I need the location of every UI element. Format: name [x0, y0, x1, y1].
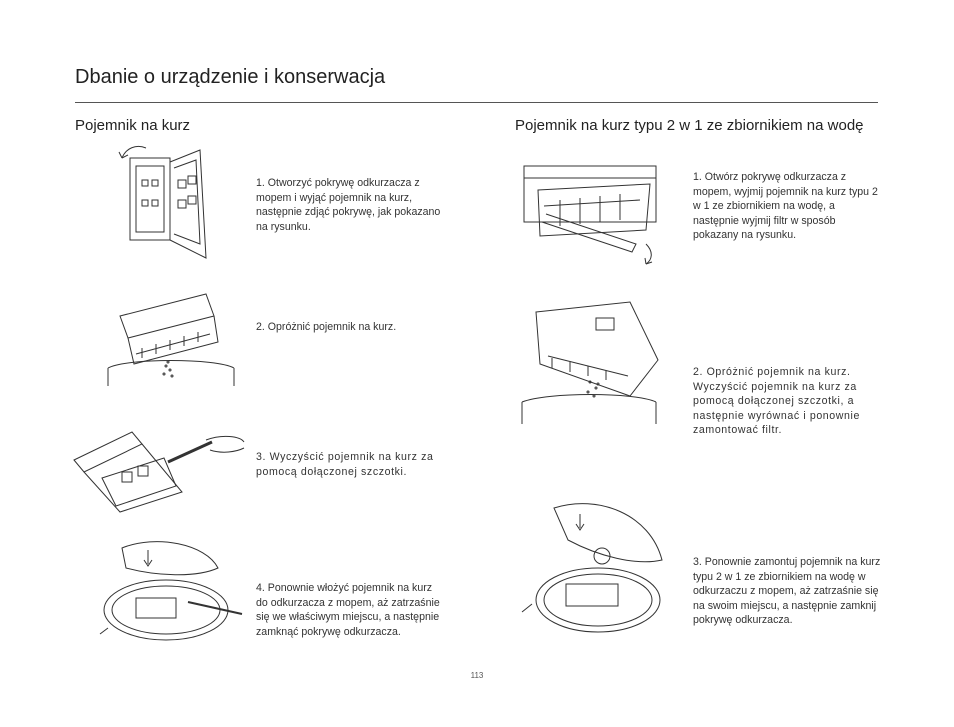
illustration-empty-2in1-bin — [518, 298, 663, 428]
left-step-4: 4. Ponownie włożyć pojemnik na kurz do odkurzacza z mopem, aż zatrzaśnie się we właściwym miejscu, a następnie zamknąć pokrywę odkurzacza. — [256, 582, 440, 638]
illustration-open-2in1-bin — [520, 160, 665, 270]
left-section-heading: Pojemnik na kurz — [75, 117, 191, 134]
illustration-brush-dust-bin — [72, 428, 247, 518]
left-step-2: 2. Opróżnić pojemnik na kurz. — [256, 321, 397, 333]
left-step-3: 3. Wyczyścić pojemnik na kurz za pomocą dołączonej szczotki. — [256, 451, 434, 478]
page-title: Dbanie o urządzenie i konserwacja — [75, 66, 386, 88]
illustration-open-dust-bin — [118, 140, 218, 265]
illustration-reinsert-2in1-bin — [518, 500, 668, 640]
right-step-3: 3. Ponownie zamontuj pojemnik na kurz typu 2 w 1 ze zbiornikiem na wodę w odkurzaczu z mopem, aż zatrzaśnie się na swoim miejscu, a następnie zamknij pokrywę odkurzacza. — [693, 556, 881, 626]
illustration-empty-dust-bin — [106, 288, 236, 388]
page-number: 113 — [470, 671, 484, 680]
right-section-heading: Pojemnik na kurz typu 2 w 1 ze zbiornikiem na wodę — [515, 117, 864, 134]
right-step-1: 1. Otwórz pokrywę odkurzacza z mopem, wyjmij pojemnik na kurz typu 2 w 1 ze zbiornikiem na wodę, a następnie wyjmij filtr w sposób pokazany na rysunku. — [693, 171, 878, 241]
title-divider — [75, 102, 878, 103]
right-step-2: 2. Opróżnić pojemnik na kurz. Wyczyścić pojemnik na kurz za pomocą dołączonej szczotki, a następnie wyrównać i ponownie zamontować filtr. — [693, 366, 860, 436]
illustration-reinsert-dust-bin — [96, 538, 246, 648]
left-step-1: 1. Otworzyć pokrywę odkurzacza z mopem i wyjąć pojemnik na kurz, następnie zdjąć pokrywę, jak pokazano na rysunku. — [256, 177, 441, 233]
